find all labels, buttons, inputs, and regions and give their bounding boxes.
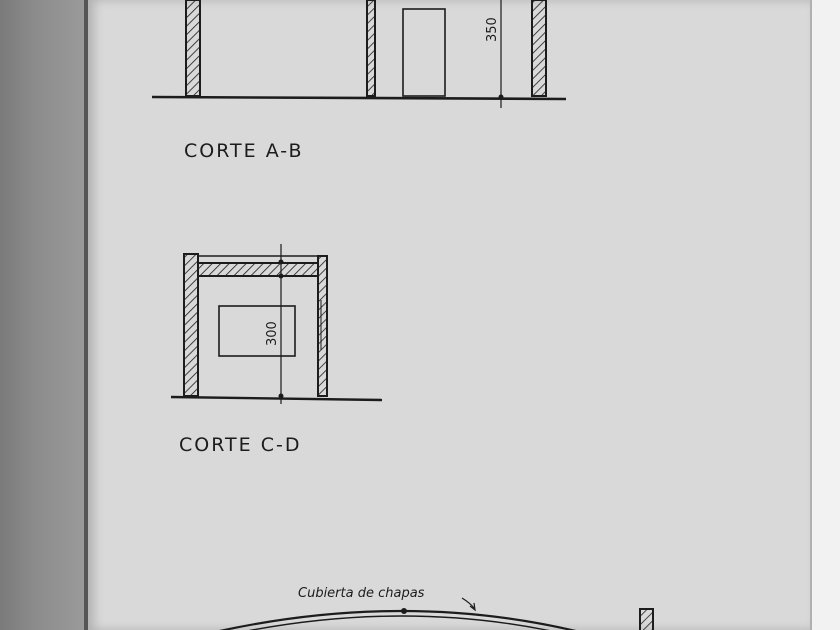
roof-ridge-point — [401, 608, 407, 614]
section-cd-drawing — [171, 244, 382, 456]
section-cd-left-wall — [184, 254, 198, 396]
section-cd-floor-line — [171, 397, 382, 400]
roof-covering-note: Cubierta de chapas — [298, 586, 425, 601]
section-ab-right-wall — [532, 0, 546, 96]
section-cd-right-wall — [318, 256, 327, 396]
section-ab-title: CORTE A-B — [184, 140, 304, 162]
section-ab-drawing — [152, 0, 566, 162]
section-cd-roof-slab — [198, 263, 318, 276]
section-ab-height-dimension: 350 — [485, 17, 500, 42]
roof-detail-drawing — [215, 586, 653, 630]
roof-detail-wall — [640, 609, 653, 630]
section-ab-door — [403, 9, 445, 96]
section-cd-dimension-tick-top — [279, 260, 284, 265]
section-ab-left-wall — [186, 0, 200, 96]
section-ab-middle-wall — [367, 0, 375, 96]
section-cd-dimension-tick-mid — [279, 274, 284, 279]
section-cd-title: CORTE C-D — [179, 434, 302, 456]
roof-note-leader — [462, 598, 474, 608]
section-ab-floor-line — [152, 97, 566, 99]
roof-arch-inner — [232, 616, 565, 630]
section-cd-window — [219, 306, 295, 356]
section-cd-height-dimension: 300 — [265, 321, 280, 346]
